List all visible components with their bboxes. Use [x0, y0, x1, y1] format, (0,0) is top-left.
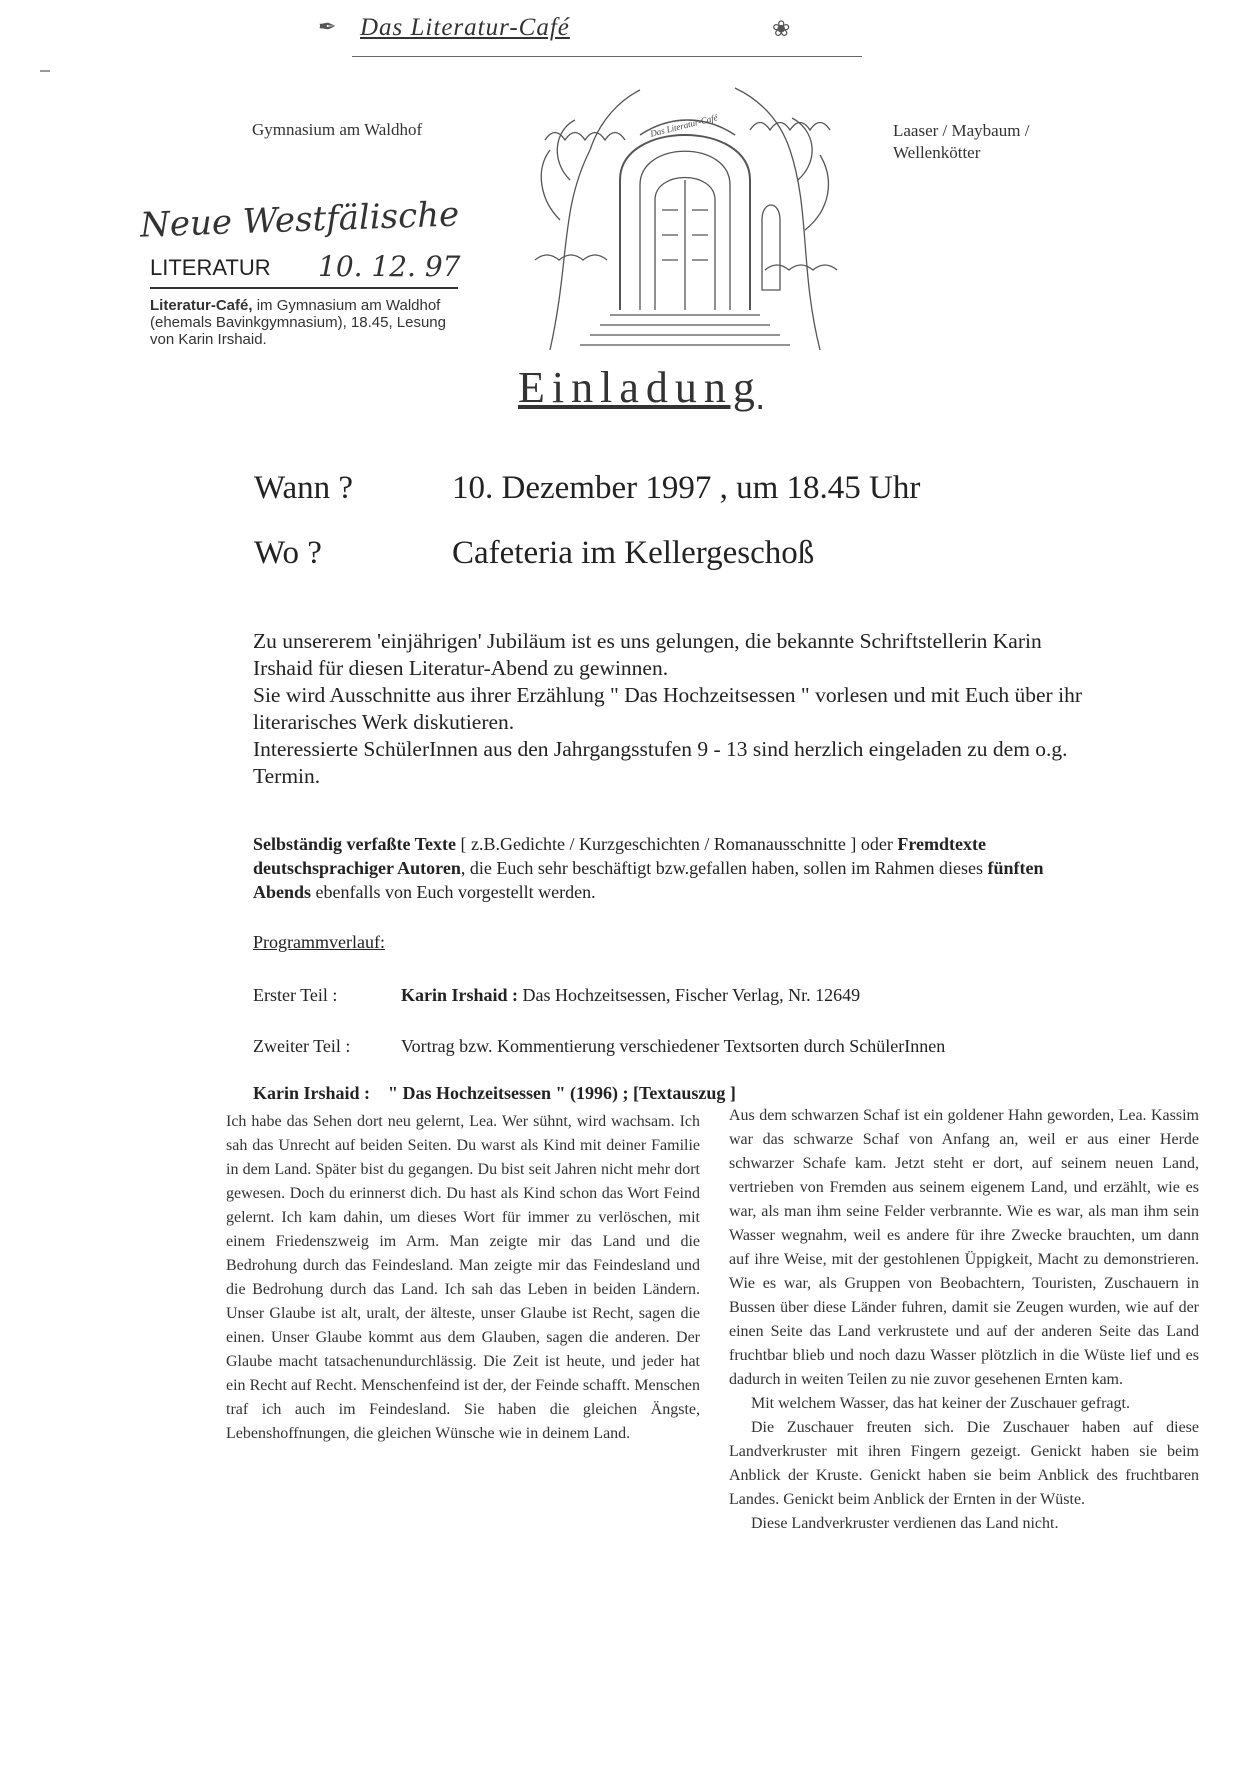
- book-ornament-icon: ❀: [772, 16, 791, 41]
- clipping-label: LITERATUR: [150, 255, 271, 280]
- clipping-divider: [150, 287, 458, 289]
- program-part1-label: Erster Teil :: [253, 985, 338, 1005]
- excerpt-paragraph: Die Zuschauer freuten sich. Die Zuschauer haben auf diese Landverkruster mit ihren Fingern gezeigt. Genickt haben sie beim Anblick der Kruste. Genickt haben sie beim Anblick des fruchtbaren Landes. Genickt beim Anblick der Ernten in der Wüste.: [729, 1419, 1199, 1508]
- note-bold-3: fünften Abends: [253, 858, 1044, 902]
- handwritten-source: Neue Westfälische: [139, 194, 460, 246]
- handwritten-date: 10. 12. 97: [318, 250, 461, 283]
- program-part2-value: Vortrag bzw. Kommentierung verschiedener Textsorten durch SchülerInnen: [401, 1036, 946, 1056]
- note-bold-1: Selbständig verfaßte Texte: [253, 834, 457, 854]
- where-value: Cafeteria im Kellergeschoß: [452, 535, 815, 571]
- excerpt-work: " Das Hochzeitsessen " (1996) ; [Textauszug ]: [388, 1083, 736, 1103]
- note-bold-2: Fremdtexte deutschsprachiger Autoren: [253, 834, 987, 878]
- note-text-1: [ z.B.Gedichte / Kurzgeschichten / Romanausschnitte ] oder: [456, 834, 898, 854]
- excerpt-left-column: [226, 1110, 700, 1446]
- excerpt-heading: [253, 1083, 736, 1104]
- intro-paragraph: Interessierte SchülerInnen aus den Jahrgangsstufen 9 - 13 sind herzlich eingeladen zu dem o.g. Termin.: [253, 737, 1068, 788]
- organizers-line-1: Laaser / Maybaum /: [893, 121, 1030, 140]
- note-text-3: ebenfalls von Euch vorgestellt werden.: [311, 882, 596, 902]
- intro-paragraph: Sie wird Ausschnitte aus ihrer Erzählung " Das Hochzeitsessen " vorlesen und mit Euch über ihr literarisches Werk diskutieren.: [253, 683, 1082, 734]
- clipping-text-bold: Literatur-Café,: [150, 297, 253, 314]
- drawing-sign-text: Das Literatur-Café: [649, 112, 719, 139]
- where-label: Wo ?: [254, 535, 322, 571]
- school-name: Gymnasium am Waldhof: [252, 120, 423, 139]
- organizers: [893, 120, 1029, 164]
- excerpt-paragraph: Ich habe das Sehen dort neu gelernt, Lea. Wer sühnt, wird wachsam. Ich sah das Unrecht auf beiden Seiten. Du warst als Kind mit deiner Familie in dem Land. Später bist du gegangen. Du bist seit Jahren nicht mehr dort gewesen. Doch du erinnerst dich. Du hast als Kind schon das Wort Feind gelernt. Ich kam dahin, um dieses Wort für immer zu verlöschen, mit einem Friedenszweig im Arm. Man zeigte mir das Land und die Bedrohung durch das Feindesland. Man zeigte mir das Feindesland und die Bedrohung durch das Land. Ich sah das Leben in beiden Ländern. Unser Glaube ist alt, uralt, der älteste, unser Glaube ist Recht, sagen die einen. Unser Glaube kommt aus dem Glauben, sagen die anderen. Der Glaube macht tatsachenundurchlässig. Die Zeit ist heute, und jeder hat ein Recht auf Recht. Menschenfeind ist der, der Feinde schafft. Menschen traf ich auch im Feindesland. Sie haben die gleichen Ängste, Lebenshoffnungen, die gleichen Wünsche wie in deinem Land.: [226, 1113, 700, 1442]
- intro-paragraph: Zu unsererem 'einjährigen' Jubiläum ist es uns gelungen, die bekannte Schriftstellerin Karin Irshaid für diesen Literatur-Abend zu gewinnen.: [253, 629, 1042, 680]
- program-part1-author: Karin Irshaid :: [401, 985, 519, 1005]
- when-label: Wann ?: [254, 470, 354, 506]
- clipping-text-body: im Gymnasium am Waldhof (ehemals Bavinkgymnasium), 18.45, Lesung von Karin Irshaid.: [150, 297, 446, 348]
- organizers-line-2: Wellenkötter: [893, 143, 981, 162]
- header-title: Das Literatur-Café: [360, 14, 570, 41]
- excerpt-paragraph: Mit welchem Wasser, das hat keiner der Zuschauer gefragt.: [751, 1395, 1130, 1412]
- intro-text: [253, 628, 1093, 790]
- submission-note: [253, 832, 1093, 904]
- excerpt-paragraph: Aus dem schwarzen Schaf ist ein goldener Hahn geworden, Lea. Kassim war das schwarze Schaf von Anfang an, weil er aus einer Herde schwarzer Schafe kam. Jetzt steht er dort, auf seinem neuen Land, vertrieben von Fremden aus seinem eigenem Land, und erzählt, wie es war, als man ihm seine Felder verbrannte. Wie es war, als man ihm sein Wasser wegnahm, weil es andere für ihre Zwecke brauchten, um dann auf ihre Weise, mit der gestohlenen Üppigkeit, Macht zu demonstrieren. Wie es war, als Gruppen von Beobachtern, Touristen, Zuschauern in Bussen über diese Länder fuhren, damit sie Zeugen wurden, wie auf der einen Seite das Land verkrustete und auf der anderen Seite das Land fruchtbar blieb und noch dazu Wasser plötzlich in die Wüste lief und es dadurch in weiten Teilen zu nie zuvor gesehenen Ernten kam.: [729, 1107, 1199, 1388]
- when-value: 10. Dezember 1997 , um 18.45 Uhr: [452, 470, 921, 506]
- header-divider: [352, 56, 862, 57]
- margin-mark: [40, 70, 50, 72]
- pen-ornament-icon: ✒: [318, 14, 337, 39]
- excerpt-right-column: [729, 1104, 1199, 1536]
- excerpt-author: Karin Irshaid :: [253, 1083, 371, 1103]
- program-part1-value: [401, 985, 860, 1006]
- clipping-text: [150, 297, 456, 348]
- program-part2-label: Zweiter Teil :: [253, 1036, 351, 1056]
- note-text-2: , die Euch sehr beschäftigt bzw.gefallen haben, sollen im Rahmen dieses: [460, 858, 988, 878]
- program-heading: Programmverlauf:: [253, 932, 385, 952]
- excerpt-paragraph: Diese Landverkruster verdienen das Land nicht.: [751, 1515, 1059, 1532]
- cafe-entrance-drawing: [530, 60, 840, 360]
- program-part1-text: Das Hochzeitsessen, Fischer Verlag, Nr. 12649: [518, 985, 861, 1005]
- invitation-title: Einladung: [518, 363, 762, 412]
